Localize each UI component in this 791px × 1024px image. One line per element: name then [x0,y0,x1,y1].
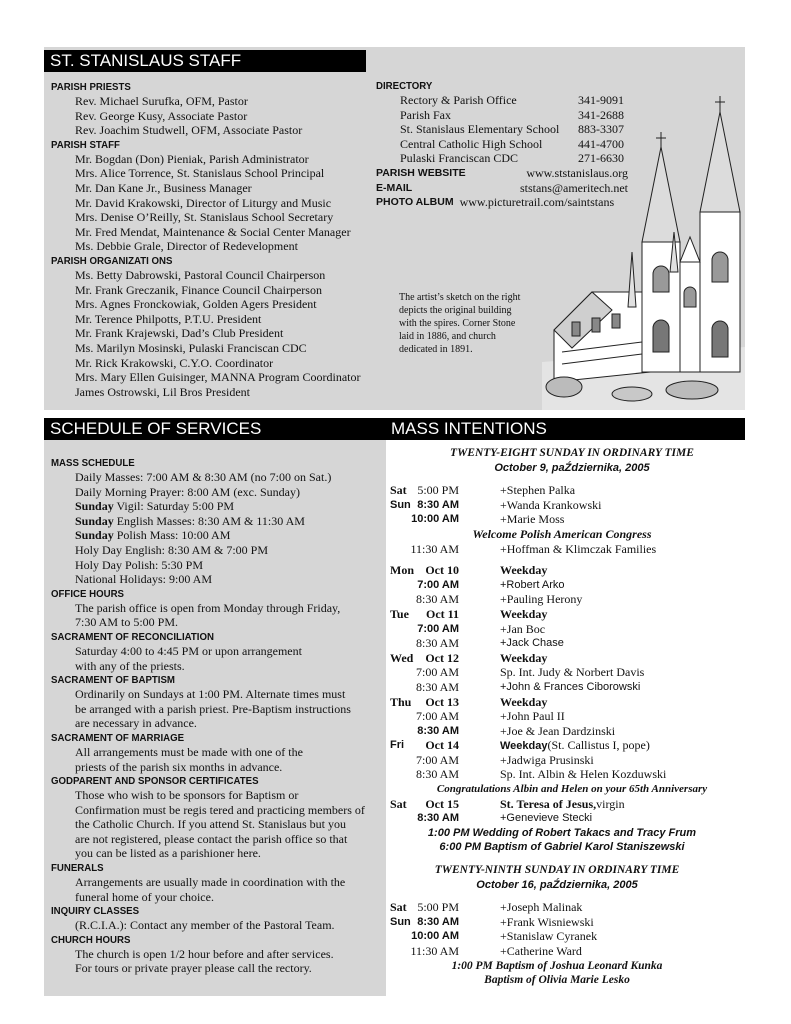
section-line: are necessary in advance. [75,716,197,731]
inquiry-heading: INQUIRY CLASSES [51,905,140,918]
congress-note: Welcome Polish American Congress [472,526,652,541]
caption-line: with the spires. Corner Stone [399,318,516,329]
staff-title: ST. STANISLAUS STAFF [44,50,366,72]
staff-line: Mr. Dan Kane Jr., Business Manager [75,180,252,195]
section-line: be arranged with a parish priest. Pre-Baptism instructions [75,701,351,716]
mass-line-text: Vigil: Saturday 5:00 PM [113,499,235,514]
staff-line: Mr. Rick Krakowski, C.Y.O. Coordinator [75,355,274,370]
weekday-label: Weekday [500,650,548,665]
baptism-note: 6:00 PM Baptism of Gabriel Karol Staniszewski [439,841,685,854]
mass-line-text: Daily Morning Prayer: 8:00 AM (exc. Sunday) [75,484,300,499]
email-label: E-MAIL [376,181,413,194]
caption-line: depicts the original building [399,305,512,316]
mass-line-text: Holy Day Polish: 5:30 PM [75,557,204,572]
mass-row [387,724,757,739]
mass-row [387,944,757,959]
weekday-name: Tue [390,606,409,621]
weekday-extra: (St. Callistus I, pope) [547,738,650,753]
intentions-content [387,446,757,988]
section-line: are not registered, please contact the parish office so that [75,831,348,846]
staff-group-heading: PARISH STAFF [51,138,120,151]
weekday-row [387,651,757,666]
mass-line [51,572,391,587]
section-line: with any of the priests. [75,658,185,673]
staff-line: Mr. Bogdan (Don) Pieniak, Parish Administrator [75,151,309,166]
weekday-date: Oct 11 [426,606,459,621]
mass-line-text: Daily Masses: 7:00 AM & 8:30 AM (no 7:00 on Sat.) [75,470,332,484]
weekday-date: Oct 12 [425,650,459,665]
mass-time: 7:00 AM [415,665,459,680]
mass-row [387,512,757,527]
staff-line: Mrs. Alice Torrence, St. Stanislaus School Principal [75,166,325,181]
mass-line [51,499,391,514]
mass-line-bold: Sunday [75,528,114,543]
caption-line: The artist’s sketch on the right [399,292,521,303]
mass-intention: +Wanda Krankowski [500,497,602,512]
directory-phone: 271-6630 [578,151,624,166]
baptism-note: 1:00 PM Baptism of Joshua Leonard Kunka [451,959,663,972]
directory-phone: 341-9091 [578,93,624,107]
mass-time: 11:30 AM [410,944,459,958]
staff-line: Mr. David Krakowski, Director of Liturgy and Music [75,195,332,210]
mass-intention: +Jack Chase [500,637,564,650]
website-link[interactable]: www.ststanislaus.org [526,165,628,180]
week1-title: TWENTY-EIGHT SUNDAY IN ORDINARY TIME [450,447,694,459]
mass-line [51,543,391,558]
mass-time: 7:00 AM [415,752,459,767]
weekday-name: Mon [390,563,414,578]
mass-intention: Sp. Int. Judy & Norbert Davis [500,665,645,680]
mass-time: 10:00 AM [411,930,459,943]
staff-line: Mrs. Denise O’Reilly, St. Stanislaus School Secretary [75,210,334,225]
directory-name: Parish Fax [400,107,451,122]
mass-time: 5:00 PM [417,900,459,915]
mass-row [387,929,757,944]
section-line: you can be listed as a parishioner here. [75,846,261,861]
week2-date: October 16, paŹdziernika, 2005 [476,878,638,891]
mass-intention: +Catherine Ward [500,944,582,958]
mass-row [387,636,757,651]
staff-line: Rev. George Kusy, Associate Pastor [75,108,248,123]
directory-name: Central Catholic High School [400,136,543,151]
weekday-label: Weekday [500,740,548,753]
mass-row [387,680,757,695]
mass-time: 8:30 AM [417,498,459,511]
email-link[interactable]: ststans@ameritech.net [519,180,628,195]
mass-intention: +Jadwiga Prusinski [500,752,594,767]
section-line: priests of the parish six months in advance. [75,759,283,774]
weekday-date: Oct 14 [425,738,459,753]
mass-day: Sun [390,915,411,928]
section-line: Confirmation must be regis tered and practicing members of [75,802,365,817]
section-line: Arrangements are usually made in coordination with the [75,875,346,890]
weekday-row [387,563,757,578]
wedding-note: 1:00 PM Wedding of Robert Takacs and Tracy Frum [427,826,697,839]
directory-heading: DIRECTORY [376,80,433,92]
mass-line-bold: Sunday [75,499,114,514]
directory-name: Rectory & Parish Office [400,93,517,107]
staff-line: Mr. Fred Mendat, Maintenance & Social Center Manager [75,224,351,239]
mass-row [387,498,757,513]
directory-phone: 441-4700 [578,136,624,151]
staff-line: Mrs. Agnes Fronckowiak, Golden Agers President [75,297,317,312]
anniversary-note: Congratulations Albin and Helen on your 65th Anniversary [436,783,708,796]
church-hours-heading: CHURCH HOURS [51,933,131,946]
mass-time: 11:30 AM [410,541,459,556]
weekday-name: Sat [390,796,407,811]
photo-album-label: PHOTO ALBUM [376,196,454,209]
weekday-date: Oct 15 [425,796,459,811]
staff-group-heading: PARISH PRIESTS [51,81,131,93]
mass-intention: +Pauling Herony [500,592,583,607]
mass-time: 8:30 AM [415,767,459,782]
mass-intention: +Robert Arko [500,578,565,591]
section-line: the Catholic Church. If you attend St. Stanislaus but you [75,817,346,832]
staff-list [51,80,391,399]
mass-day: Sun [390,498,411,511]
mass-intention: +Stanislaw Cyranek [500,929,598,944]
mass-intention: +John & Frances Ciborowski [500,680,641,693]
mass-line [51,558,391,573]
weekday-label: Weekday [500,563,548,578]
mass-line [51,514,391,529]
mass-time: 7:00 AM [415,709,459,724]
mass-time: 10:00 AM [411,513,459,526]
intentions-title: MASS INTENTIONS [386,418,745,440]
weekday-row [387,607,757,622]
mass-time: 8:30 AM [417,915,459,928]
directory-name: St. Stanislaus Elementary School [400,122,560,137]
mass-line [51,485,391,500]
directory-phone: 883-3307 [578,122,624,137]
staff-line: Ms. Debbie Grale, Director of Redevelopment [75,239,298,254]
mass-row [387,753,757,768]
section-line: funeral home of your choice. [75,889,214,904]
staff-line: Ms. Betty Dabrowski, Pastoral Council Chairperson [75,267,326,282]
section-line: All arrangements must be made with one of the [75,744,303,759]
mass-time: 8:30 AM [417,812,459,825]
staff-line: Rev. Joachim Studwell, OFM, Associate Pastor [75,123,303,138]
weekday-date: Oct 10 [425,563,459,578]
mass-intention: +Joseph Malinak [500,900,583,915]
mass-intention: +Marie Moss [500,512,565,527]
mass-intention: +Jan Boc [500,621,546,636]
mass-line-text: National Holidays: 9:00 AM [75,572,212,587]
section-line: Those who wish to be sponsors for Baptism or [75,788,299,803]
schedule-title: SCHEDULE OF SERVICES [44,418,386,440]
mass-time: 8:30 AM [415,592,459,607]
mass-line-text: Holy Day English: 8:30 AM & 7:00 PM [75,542,269,557]
mass-row [387,709,757,724]
mass-time: 8:30 AM [417,724,459,737]
godparent-heading: GODPARENT AND SPONSOR CERTIFICATES [51,775,259,788]
mass-line [51,470,391,485]
mass-intention: Sp. Int. Albin & Helen Kozduwski [500,767,667,782]
mass-line-text: Polish Mass: 10:00 AM [113,528,231,543]
mass-row [387,665,757,680]
staff-line: Rev. Michael Surufka, OFM, Pastor [75,94,248,108]
website-label: PARISH WEBSITE [376,166,466,179]
section-line: (R.C.I.A.): Contact any member of the Pastoral Team. [75,918,335,933]
staff-line: Mr. Frank Krajewski, Dad’s Club President [75,326,284,341]
mass-intention: +Hoffman & Klimczak Families [500,541,657,556]
weekday-date: Oct 13 [425,694,459,709]
mass-line-text: English Masses: 8:30 AM & 11:30 AM [113,513,305,528]
staff-line: James Ostrowski, Lil Bros President [75,384,250,399]
baptism-heading: SACRAMENT OF BAPTISM [51,674,175,687]
mass-intention: +John Paul II [500,709,565,724]
staff-group-heading: PARISH ORGANIZATI ONS [51,254,173,267]
staff-line: Ms. Marilyn Mosinski, Pulaski Franciscan CDC [75,340,307,355]
weekday-row [387,695,757,710]
mass-row [387,592,757,607]
directory-phone: 341-2688 [578,107,624,122]
staff-line: Mr. Frank Greczanik, Finance Council Chairperson [75,282,322,297]
photo-album-link[interactable]: www.picturetrail.com/saintstans [459,195,615,210]
week2-title: TWENTY-NINTH SUNDAY IN ORDINARY TIME [434,864,680,877]
funerals-heading: FUNERALS [51,862,104,875]
staff-line: Mrs. Mary Ellen Guisinger, MANNA Program Coordinator [75,370,361,385]
weekday-row [387,797,757,812]
weekday-label: St. Teresa of Jesus, [500,796,597,811]
staff-line: Mr. Terence Philpotts, P.T.U. President [75,311,262,326]
schedule-content [51,456,391,976]
mass-row [387,622,757,637]
weekday-label: Weekday [500,694,548,709]
sketch-caption [399,291,554,356]
mass-intention: +Stephen Palka [500,483,576,498]
mass-time: 5:00 PM [417,483,459,498]
weekday-name: Thu [390,694,412,709]
section-line: For tours or private prayer please call the rectory. [75,961,312,976]
mass-row [387,915,757,930]
mass-time: 8:30 AM [415,636,459,651]
mass-intention: +Joe & Jean Dardzinski [500,723,616,738]
mass-schedule-heading: MASS SCHEDULE [51,457,135,469]
marriage-heading: SACRAMENT OF MARRIAGE [51,731,185,744]
reconciliation-heading: SACRAMENT OF RECONCILIATION [51,630,214,643]
mass-row [387,483,757,498]
church-sketch [542,92,745,410]
office-hours-heading: OFFICE HOURS [51,587,124,600]
section-line: The church is open 1/2 hour before and after services. [75,946,334,961]
mass-day: Sat [390,900,407,915]
week1-date: October 9, paŹdziernika, 2005 [494,461,650,474]
weekday-label: Weekday [500,606,548,621]
section-line: The parish office is open from Monday through Friday, [75,600,341,615]
mass-intention: +Frank Wisniewski [500,914,594,929]
mass-row [387,811,757,826]
mass-day: Sat [390,483,407,498]
mass-time: 7:00 AM [417,578,459,591]
mass-row [387,578,757,593]
mass-row [387,767,757,782]
section-line: Ordinarily on Sundays at 1:00 PM. Alternate times must [75,687,346,702]
weekday-name: Wed [390,650,414,665]
mass-intention: +Genevieve Stecki [500,812,593,825]
mass-row [387,900,757,915]
weekday-name: Fri [390,739,405,752]
section-line: 7:30 AM to 5:00 PM. [75,615,179,630]
baptism-note: Baptism of Olivia Marie Lesko [484,974,630,987]
caption-line: laid in 1886, and church [399,331,496,342]
directory-name: Pulaski Franciscan CDC [400,151,518,166]
mass-row [387,542,757,557]
caption-line: dedicated in 1891. [399,344,473,355]
weekday-extra: virgin [596,796,625,811]
mass-line-bold: Sunday [75,513,114,528]
mass-time: 8:30 AM [415,679,459,694]
section-line: Saturday 4:00 to 4:45 PM or upon arrangement [75,643,302,658]
mass-time: 7:00 AM [417,622,459,635]
mass-line [51,528,391,543]
weekday-row [387,738,757,753]
